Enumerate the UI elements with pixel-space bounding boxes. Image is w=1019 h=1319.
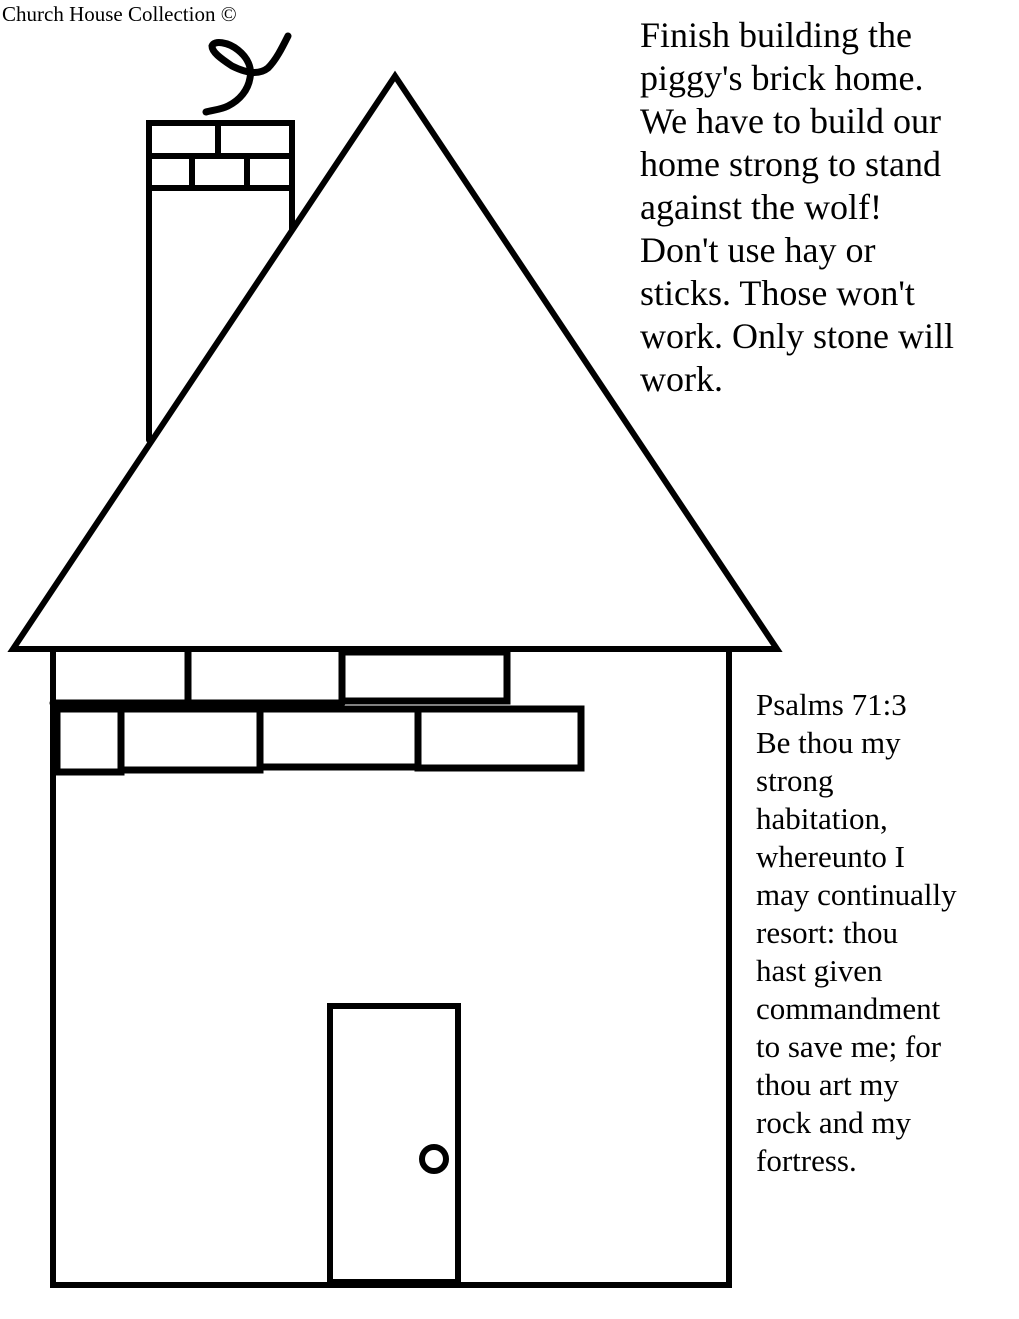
instructions-line: work. Only stone will: [640, 316, 954, 356]
wall-brick: [260, 709, 418, 767]
door-knob: [422, 1147, 446, 1171]
instructions-text: [640, 14, 1010, 401]
instructions-line: home strong to stand: [640, 144, 941, 184]
instructions-line: We have to build our: [640, 101, 942, 141]
instructions-line: piggy's brick home.: [640, 58, 924, 98]
verse-line: resort: thou: [756, 915, 899, 950]
instructions-line: against the wolf!: [640, 187, 882, 227]
verse-line: commandment: [756, 991, 941, 1026]
verse-reference: Psalms 71:3: [756, 687, 907, 722]
instructions-line: Don't use hay or: [640, 230, 876, 270]
copyright-notice: Church House Collection ©: [2, 2, 237, 26]
door: [330, 1006, 458, 1282]
verse-line: hast given: [756, 953, 883, 988]
instructions-line: Finish building the: [640, 15, 913, 55]
verse-line: rock and my: [756, 1105, 911, 1140]
wall-brick: [418, 709, 581, 768]
scripture-verse: [756, 686, 1011, 1180]
verse-line: may continually: [756, 877, 957, 912]
verse-line: thou art my: [756, 1067, 899, 1102]
verse-line: habitation,: [756, 801, 888, 836]
verse-line: Be thou my: [756, 725, 901, 760]
chimney-smoke: [206, 36, 288, 112]
verse-line: fortress.: [756, 1143, 857, 1178]
wall-brick: [342, 652, 507, 701]
house-walls: [53, 649, 729, 1285]
wall-brick: [57, 709, 121, 772]
instructions-line: work.: [640, 359, 723, 399]
verse-line: to save me; for: [756, 1029, 942, 1064]
verse-line: strong: [756, 763, 834, 798]
instructions-line: sticks. Those won't: [640, 273, 915, 313]
verse-line: whereunto I: [756, 839, 905, 874]
wall-brick: [121, 709, 260, 770]
